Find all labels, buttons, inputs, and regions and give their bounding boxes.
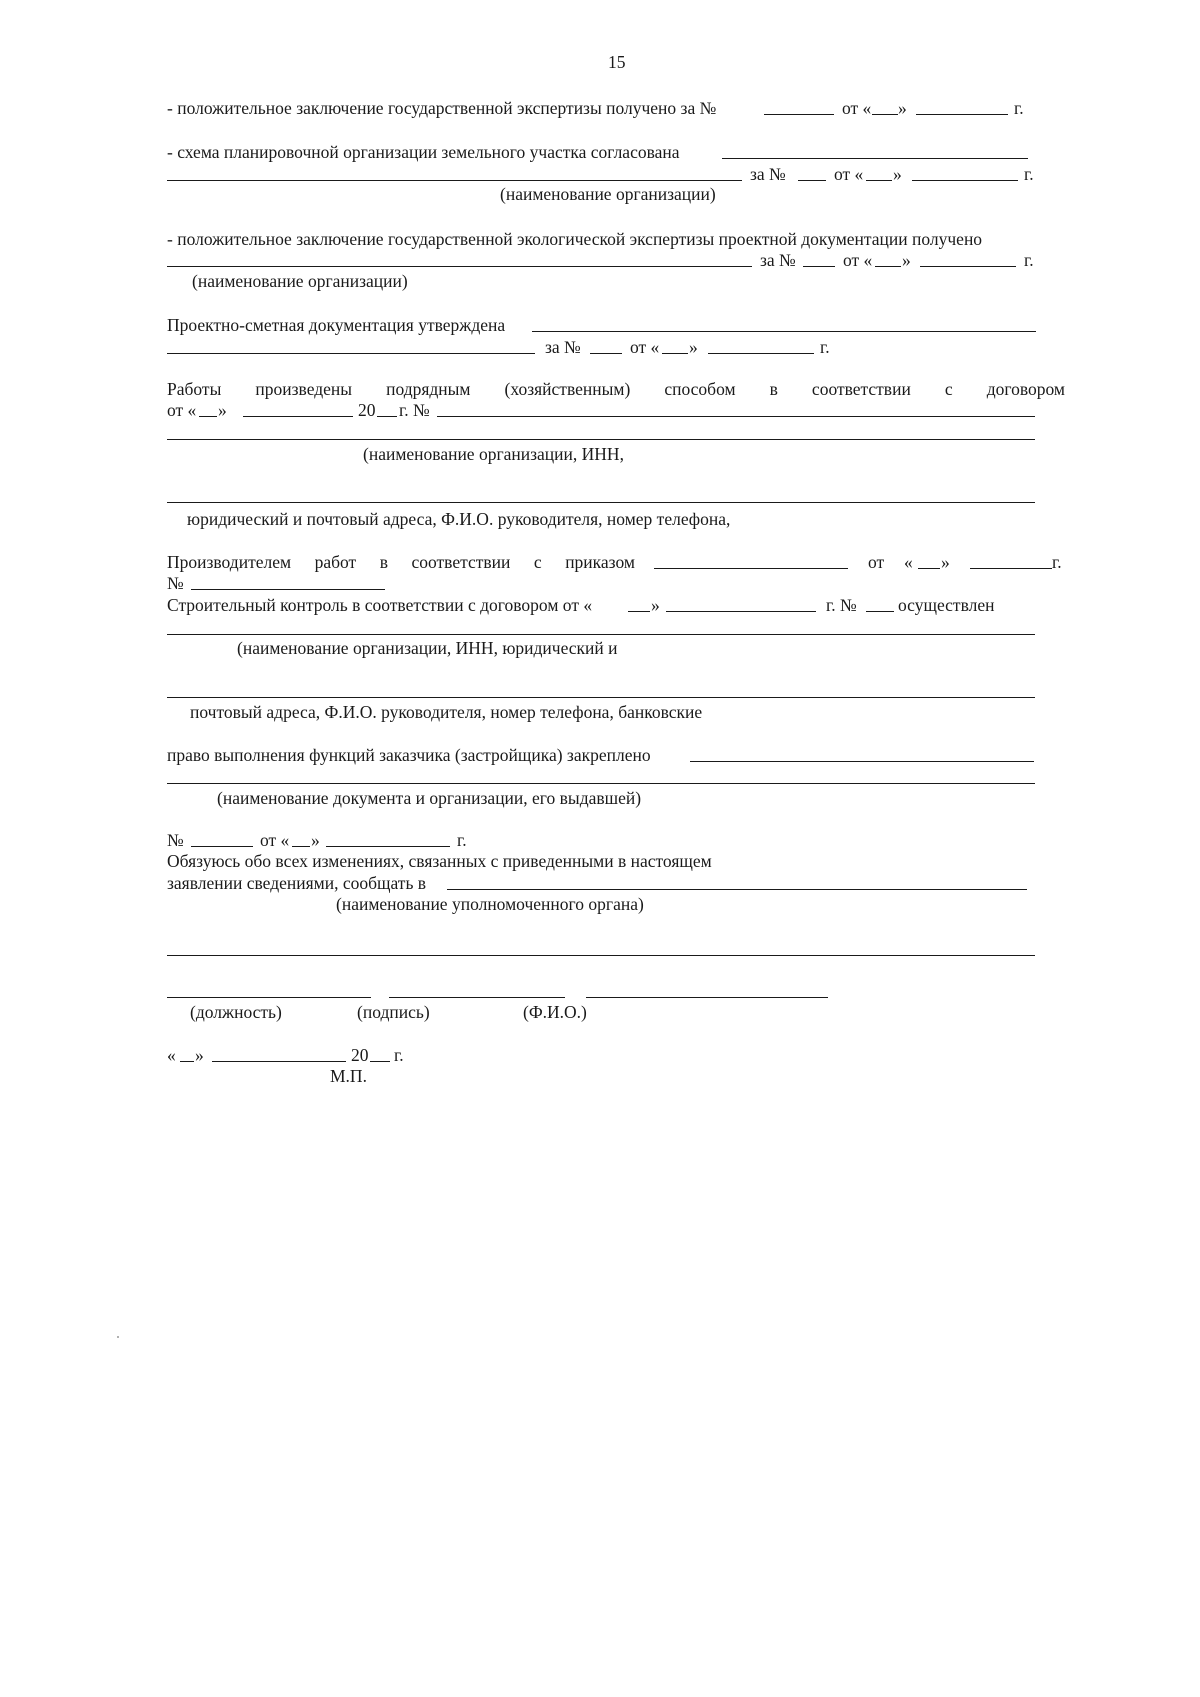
word: соответствии <box>811 379 911 399</box>
approval-organization-field[interactable] <box>167 353 535 354</box>
works-performed-line <box>167 379 1065 399</box>
word: Работы <box>167 379 222 399</box>
scan-speck <box>117 1336 119 1338</box>
year-number-label: г. № <box>399 400 430 420</box>
rights-document-field[interactable] <box>167 783 1035 784</box>
word: произведены <box>255 379 353 399</box>
organization-caption: (наименование организации) <box>192 271 408 291</box>
contractor-organization-field[interactable] <box>167 439 1035 440</box>
year-suffix: г. <box>457 830 467 850</box>
year-suffix: г. <box>820 337 830 357</box>
ecological-number-field[interactable] <box>803 266 835 267</box>
word: в <box>769 379 778 399</box>
address-caption: юридический и почтовый адреса, Ф.И.О. руководителя, номер телефона, <box>187 509 731 529</box>
scheme-day-field[interactable] <box>866 180 892 181</box>
full-name-caption: (Ф.И.О.) <box>523 1002 587 1022</box>
ecological-month-field[interactable] <box>920 266 1016 267</box>
approval-month-field[interactable] <box>708 353 814 354</box>
word: с <box>533 552 542 572</box>
word: с <box>944 379 953 399</box>
authorized-body-caption: (наименование уполномоченного органа) <box>336 894 644 914</box>
organization-inn-caption: (наименование организации, ИНН, <box>363 444 624 464</box>
word: (хозяйственным) <box>504 379 631 399</box>
word: Производителем <box>167 552 292 572</box>
expertise-day-field[interactable] <box>872 114 898 115</box>
organization-caption: (наименование организации) <box>500 184 716 204</box>
sign-month-field[interactable] <box>212 1061 346 1062</box>
authorized-body-field[interactable] <box>447 889 1027 890</box>
date-open-quote: « <box>167 1045 176 1065</box>
scheme-text: - схема планировочной организации земельного участка согласована <box>167 142 680 162</box>
customer-rights-text: право выполнения функций заказчика (застройщика) закреплено <box>167 745 651 765</box>
word: договором <box>986 379 1065 399</box>
number-sign: № <box>167 830 184 850</box>
approved-by-field[interactable] <box>532 331 1036 332</box>
date-close-quote: » <box>311 830 320 850</box>
year-prefix: 20 <box>351 1045 369 1065</box>
date-open-quote: от « <box>167 400 197 420</box>
date-close-quote: » <box>651 595 660 615</box>
approval-day-field[interactable] <box>662 353 688 354</box>
scheme-number-field[interactable] <box>798 180 826 181</box>
control-organization-field[interactable] <box>167 634 1035 635</box>
date-close-quote: » <box>893 164 902 184</box>
number-label: за № <box>750 164 786 184</box>
rights-assigned-field[interactable] <box>690 761 1034 762</box>
date-open-quote: « <box>904 552 913 572</box>
contract-number-field[interactable] <box>437 416 1035 417</box>
expertise-number-field[interactable] <box>764 114 834 115</box>
date-close-quote: » <box>941 552 950 572</box>
date-open-quote: от « <box>630 337 660 357</box>
stamp-label: М.П. <box>330 1066 367 1086</box>
year-number-label: г. № <box>826 595 857 615</box>
year-suffix: г. <box>1014 98 1024 118</box>
number-label: за № <box>545 337 581 357</box>
date-close-quote: » <box>689 337 698 357</box>
construction-control-text: Строительный контроль в соответствии с договором от « <box>167 595 593 615</box>
contractor-address-field[interactable] <box>167 502 1035 503</box>
date-open-quote: от « <box>843 250 873 270</box>
number-label: за № <box>760 250 796 270</box>
obligation-text-line2: заявлении сведениями, сообщать в <box>167 873 427 893</box>
signature-caption: (подпись) <box>357 1002 430 1022</box>
date-close-quote: » <box>195 1045 204 1065</box>
extra-field[interactable] <box>167 955 1035 956</box>
control-day-field[interactable] <box>628 611 650 612</box>
word: соответствии <box>411 552 511 572</box>
control-month-field[interactable] <box>666 611 816 612</box>
ecological-expertise-text: - положительное заключение государственной экологической экспертизы проектной документации получено <box>167 229 983 249</box>
control-address-field[interactable] <box>167 697 1035 698</box>
scheme-organization-field[interactable] <box>167 180 742 181</box>
date-close-quote: » <box>218 400 227 420</box>
order-month-field[interactable] <box>970 568 1052 569</box>
control-number-field[interactable] <box>866 611 894 612</box>
works-manager-line <box>167 552 635 572</box>
word: способом <box>664 379 736 399</box>
address-bank-caption: почтовый адреса, Ф.И.О. руководителя, номер телефона, банковские <box>190 702 703 722</box>
year-prefix: 20 <box>358 400 376 420</box>
scheme-agreed-field[interactable] <box>722 158 1028 159</box>
document-day-field[interactable] <box>292 846 310 847</box>
document-caption: (наименование документа и организации, его выдавшей) <box>217 788 642 808</box>
ecological-day-field[interactable] <box>875 266 901 267</box>
year-suffix: г. <box>1024 250 1034 270</box>
sign-day-field[interactable] <box>180 1061 194 1062</box>
date-close-quote: » <box>902 250 911 270</box>
document-month-field[interactable] <box>326 846 450 847</box>
obligation-text-line1: Обязуюсь обо всех изменениях, связанных с приведенными в настоящем <box>167 851 712 871</box>
word: приказом <box>565 552 635 572</box>
order-day-field[interactable] <box>918 568 940 569</box>
number-sign: № <box>167 573 184 593</box>
signature-field[interactable] <box>389 997 565 998</box>
year-suffix: г. <box>1024 164 1034 184</box>
word: подрядным <box>386 379 471 399</box>
date-open-quote: от « <box>260 830 290 850</box>
date-open-quote: от « <box>834 164 864 184</box>
sign-year-field[interactable] <box>370 1061 390 1062</box>
expertise-month-field[interactable] <box>916 114 1008 115</box>
document-number-field[interactable] <box>191 846 253 847</box>
contract-day-field[interactable] <box>199 416 217 417</box>
contract-month-field[interactable] <box>243 416 353 417</box>
expertise-text: - положительное заключение государственной экспертизы получено за № <box>167 98 717 118</box>
order-number-field[interactable] <box>191 589 385 590</box>
year-suffix: г. <box>394 1045 404 1065</box>
full-name-field[interactable] <box>586 997 828 998</box>
performed-label: осуществлен <box>898 595 995 615</box>
word: в <box>379 552 388 572</box>
ecological-organization-field[interactable] <box>167 266 752 267</box>
position-caption: (должность) <box>190 1002 282 1022</box>
date-open-quote: от « <box>842 98 872 118</box>
order-field[interactable] <box>654 568 848 569</box>
organization-inn-caption: (наименование организации, ИНН, юридический и <box>237 638 618 658</box>
year-suffix: г. <box>1052 552 1062 572</box>
approval-number-field[interactable] <box>590 353 622 354</box>
from-label: от <box>868 552 885 572</box>
date-close-quote: » <box>898 98 907 118</box>
contract-year-field[interactable] <box>377 416 397 417</box>
page-number: 15 <box>608 52 626 72</box>
position-field[interactable] <box>167 997 371 998</box>
word: работ <box>314 552 357 572</box>
project-documentation-text: Проектно-сметная документация утверждена <box>167 315 506 335</box>
scheme-month-field[interactable] <box>912 180 1018 181</box>
